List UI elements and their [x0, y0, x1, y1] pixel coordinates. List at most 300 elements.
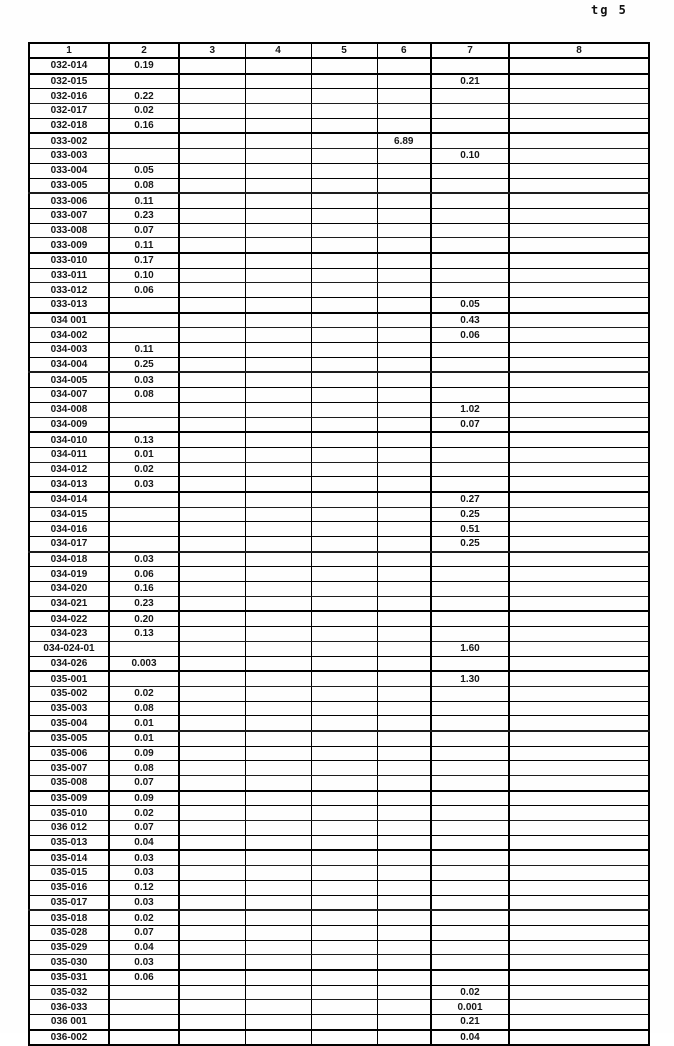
- value-cell: [245, 671, 311, 686]
- value-cell: [179, 447, 245, 462]
- value-cell: [109, 537, 179, 552]
- value-cell: [311, 1030, 377, 1046]
- value-cell: [245, 940, 311, 955]
- value-cell: [109, 671, 179, 686]
- table-row: [29, 791, 649, 806]
- table-row: [29, 522, 649, 537]
- value-cell: [431, 208, 509, 223]
- table-row: [29, 313, 649, 328]
- value-cell: [431, 223, 509, 238]
- value-cell: [311, 596, 377, 611]
- value-cell: [431, 716, 509, 731]
- table-row: [29, 372, 649, 387]
- table-row: [29, 970, 649, 985]
- value-cell: [509, 149, 649, 164]
- row-id-cell: 034-023: [29, 627, 109, 642]
- row-id-cell: 035-010: [29, 806, 109, 821]
- value-cell: [179, 686, 245, 701]
- value-cell: 0.17: [109, 253, 179, 268]
- value-cell: [377, 537, 431, 552]
- value-cell: [509, 208, 649, 223]
- value-cell: [377, 656, 431, 671]
- value-cell: [179, 492, 245, 507]
- table-row: [29, 940, 649, 955]
- row-id-cell: 032-018: [29, 118, 109, 133]
- table-row: [29, 596, 649, 611]
- value-cell: [377, 313, 431, 328]
- value-cell: 0.01: [109, 716, 179, 731]
- table-row: [29, 582, 649, 597]
- table-row: [29, 567, 649, 582]
- value-cell: [377, 447, 431, 462]
- value-cell: [245, 149, 311, 164]
- value-cell: [311, 357, 377, 372]
- value-cell: [377, 686, 431, 701]
- value-cell: [311, 163, 377, 178]
- value-cell: 0.23: [109, 596, 179, 611]
- table-row: [29, 552, 649, 567]
- value-cell: [179, 537, 245, 552]
- value-cell: [179, 462, 245, 477]
- value-cell: [311, 925, 377, 940]
- value-cell: [179, 372, 245, 387]
- value-cell: [245, 955, 311, 970]
- table-row: [29, 343, 649, 358]
- value-cell: [245, 328, 311, 343]
- table-row: [29, 74, 649, 89]
- row-id-cell: 035-008: [29, 776, 109, 791]
- row-id-cell: 034-022: [29, 611, 109, 626]
- value-cell: [179, 74, 245, 89]
- value-cell: [377, 850, 431, 865]
- value-cell: [179, 582, 245, 597]
- value-cell: 0.03: [109, 895, 179, 910]
- value-cell: [245, 611, 311, 626]
- value-cell: [377, 417, 431, 432]
- value-cell: [509, 866, 649, 881]
- value-cell: 0.04: [431, 1030, 509, 1046]
- value-cell: [509, 417, 649, 432]
- value-cell: [377, 627, 431, 642]
- value-cell: [311, 880, 377, 895]
- value-cell: [431, 567, 509, 582]
- value-cell: [245, 850, 311, 865]
- value-cell: [377, 357, 431, 372]
- value-cell: [179, 1030, 245, 1046]
- value-cell: [245, 74, 311, 89]
- value-cell: [179, 1000, 245, 1015]
- value-cell: [377, 1000, 431, 1015]
- value-cell: [245, 701, 311, 716]
- value-cell: 0.06: [109, 970, 179, 985]
- value-cell: [431, 791, 509, 806]
- value-cell: 0.25: [431, 537, 509, 552]
- row-id-cell: 034-009: [29, 417, 109, 432]
- value-cell: [179, 731, 245, 746]
- value-cell: [311, 641, 377, 656]
- value-cell: [179, 910, 245, 925]
- value-cell: [109, 522, 179, 537]
- row-id-cell: 034-015: [29, 507, 109, 522]
- value-cell: [245, 1030, 311, 1046]
- value-cell: [431, 866, 509, 881]
- value-cell: [179, 89, 245, 104]
- value-cell: [245, 821, 311, 836]
- value-cell: [245, 178, 311, 193]
- value-cell: [509, 776, 649, 791]
- value-cell: [109, 313, 179, 328]
- row-id-cell: 034-017: [29, 537, 109, 552]
- value-cell: 0.25: [431, 507, 509, 522]
- value-cell: [377, 716, 431, 731]
- row-id-cell: 034-007: [29, 388, 109, 403]
- row-id-cell: 034-018: [29, 552, 109, 567]
- table-row: [29, 850, 649, 865]
- value-cell: [509, 1000, 649, 1015]
- value-cell: 0.07: [109, 821, 179, 836]
- value-cell: 0.01: [109, 731, 179, 746]
- row-id-cell: 035-031: [29, 970, 109, 985]
- value-cell: 0.20: [109, 611, 179, 626]
- value-cell: [377, 895, 431, 910]
- value-cell: [509, 223, 649, 238]
- value-cell: [431, 58, 509, 74]
- value-cell: 1.60: [431, 641, 509, 656]
- value-cell: [377, 253, 431, 268]
- value-cell: [311, 313, 377, 328]
- header-row: [29, 43, 649, 58]
- value-cell: [179, 163, 245, 178]
- value-cell: [377, 328, 431, 343]
- value-cell: [245, 686, 311, 701]
- value-cell: [509, 985, 649, 1000]
- value-cell: [311, 731, 377, 746]
- value-cell: 0.11: [109, 343, 179, 358]
- table-row: [29, 133, 649, 148]
- value-cell: [509, 910, 649, 925]
- value-cell: [179, 955, 245, 970]
- table-row: [29, 955, 649, 970]
- table-row: [29, 627, 649, 642]
- value-cell: [431, 477, 509, 492]
- value-cell: [311, 507, 377, 522]
- value-cell: 6.89: [377, 133, 431, 148]
- table-row: [29, 477, 649, 492]
- table-row: [29, 1015, 649, 1030]
- value-cell: [311, 835, 377, 850]
- value-cell: [509, 178, 649, 193]
- value-cell: [245, 357, 311, 372]
- table-row: [29, 118, 649, 133]
- value-cell: [311, 761, 377, 776]
- value-cell: [109, 985, 179, 1000]
- value-cell: 0.03: [109, 477, 179, 492]
- value-cell: 0.02: [109, 462, 179, 477]
- value-cell: [431, 104, 509, 119]
- value-cell: [311, 522, 377, 537]
- value-cell: 0.05: [109, 163, 179, 178]
- value-cell: [179, 133, 245, 148]
- value-cell: [179, 417, 245, 432]
- value-cell: 0.02: [109, 686, 179, 701]
- table-row: [29, 716, 649, 731]
- value-cell: [377, 835, 431, 850]
- table-row: [29, 238, 649, 253]
- value-cell: [509, 746, 649, 761]
- table-row: [29, 746, 649, 761]
- value-cell: [509, 835, 649, 850]
- value-cell: [245, 193, 311, 208]
- value-cell: [431, 178, 509, 193]
- table-row: [29, 701, 649, 716]
- table-row: [29, 611, 649, 626]
- table-row: [29, 880, 649, 895]
- value-cell: [377, 492, 431, 507]
- value-cell: [509, 74, 649, 89]
- table-row: [29, 298, 649, 313]
- value-cell: 0.12: [109, 880, 179, 895]
- value-cell: [245, 641, 311, 656]
- value-cell: [509, 492, 649, 507]
- value-cell: 0.22: [109, 89, 179, 104]
- table-row: [29, 208, 649, 223]
- value-cell: [179, 552, 245, 567]
- row-id-cell: 033-012: [29, 283, 109, 298]
- value-cell: 0.03: [109, 552, 179, 567]
- table-row: [29, 163, 649, 178]
- value-cell: [179, 671, 245, 686]
- value-cell: [509, 955, 649, 970]
- value-cell: [245, 417, 311, 432]
- value-cell: [377, 268, 431, 283]
- table-row: [29, 432, 649, 447]
- table-row: [29, 671, 649, 686]
- value-cell: [245, 656, 311, 671]
- value-cell: [509, 253, 649, 268]
- row-id-cell: 035-007: [29, 761, 109, 776]
- row-id-cell: 035-004: [29, 716, 109, 731]
- value-cell: 0.03: [109, 866, 179, 881]
- value-cell: 0.07: [109, 776, 179, 791]
- value-cell: [245, 283, 311, 298]
- value-cell: [377, 985, 431, 1000]
- value-cell: [311, 178, 377, 193]
- value-cell: [509, 701, 649, 716]
- value-cell: [431, 955, 509, 970]
- table-header: [29, 43, 649, 58]
- table-row: [29, 537, 649, 552]
- value-cell: [245, 806, 311, 821]
- table-row: [29, 402, 649, 417]
- value-cell: [431, 656, 509, 671]
- value-cell: [311, 806, 377, 821]
- table-row: [29, 89, 649, 104]
- value-cell: [109, 1015, 179, 1030]
- value-cell: [245, 776, 311, 791]
- value-cell: 0.19: [109, 58, 179, 74]
- value-cell: [179, 283, 245, 298]
- value-cell: 0.27: [431, 492, 509, 507]
- value-cell: [311, 118, 377, 133]
- table-row: [29, 492, 649, 507]
- table-row: [29, 641, 649, 656]
- value-cell: [431, 268, 509, 283]
- table-row: [29, 835, 649, 850]
- row-id-cell: 035-001: [29, 671, 109, 686]
- value-cell: [431, 746, 509, 761]
- table-row: [29, 925, 649, 940]
- value-cell: [311, 89, 377, 104]
- value-cell: [377, 731, 431, 746]
- value-cell: [179, 746, 245, 761]
- value-cell: [311, 701, 377, 716]
- value-cell: [311, 74, 377, 89]
- value-cell: [245, 447, 311, 462]
- row-id-cell: 035-032: [29, 985, 109, 1000]
- row-id-cell: 035-016: [29, 880, 109, 895]
- row-id-cell: 033-007: [29, 208, 109, 223]
- value-cell: 0.02: [109, 910, 179, 925]
- value-cell: [245, 492, 311, 507]
- value-cell: [509, 552, 649, 567]
- row-id-cell: 034-002: [29, 328, 109, 343]
- row-id-cell: 034-003: [29, 343, 109, 358]
- value-cell: 0.03: [109, 372, 179, 387]
- row-id-cell: 033-008: [29, 223, 109, 238]
- value-cell: [377, 866, 431, 881]
- value-cell: [179, 641, 245, 656]
- row-id-cell: 032-016: [29, 89, 109, 104]
- table-body: [29, 58, 649, 1045]
- value-cell: [245, 507, 311, 522]
- value-cell: [431, 910, 509, 925]
- value-cell: [509, 627, 649, 642]
- value-cell: [377, 701, 431, 716]
- value-cell: [509, 238, 649, 253]
- table-row: [29, 656, 649, 671]
- value-cell: [377, 671, 431, 686]
- value-cell: [377, 208, 431, 223]
- value-cell: [179, 238, 245, 253]
- value-cell: [245, 985, 311, 1000]
- row-id-cell: 032-017: [29, 104, 109, 119]
- value-cell: [245, 791, 311, 806]
- value-cell: [377, 372, 431, 387]
- value-cell: [431, 447, 509, 462]
- row-id-cell: 035-029: [29, 940, 109, 955]
- value-cell: [245, 163, 311, 178]
- value-cell: [179, 716, 245, 731]
- table-row: [29, 447, 649, 462]
- value-cell: [109, 133, 179, 148]
- value-cell: [509, 522, 649, 537]
- value-cell: [509, 537, 649, 552]
- value-cell: [311, 193, 377, 208]
- value-cell: [377, 477, 431, 492]
- value-cell: 0.08: [109, 388, 179, 403]
- value-cell: [377, 193, 431, 208]
- value-cell: [245, 89, 311, 104]
- value-cell: [509, 372, 649, 387]
- table-row: [29, 417, 649, 432]
- row-id-cell: 034-014: [29, 492, 109, 507]
- value-cell: 0.07: [431, 417, 509, 432]
- value-cell: [109, 417, 179, 432]
- value-cell: [377, 582, 431, 597]
- value-cell: 0.06: [109, 283, 179, 298]
- value-cell: [179, 596, 245, 611]
- value-cell: [377, 880, 431, 895]
- row-id-cell: 032-014: [29, 58, 109, 74]
- value-cell: [509, 163, 649, 178]
- value-cell: [311, 238, 377, 253]
- value-cell: [377, 955, 431, 970]
- value-cell: [431, 89, 509, 104]
- value-cell: [377, 1015, 431, 1030]
- value-cell: 1.02: [431, 402, 509, 417]
- value-cell: [311, 58, 377, 74]
- table-row: [29, 910, 649, 925]
- value-cell: 0.11: [109, 238, 179, 253]
- value-cell: [245, 582, 311, 597]
- value-cell: [245, 133, 311, 148]
- value-cell: [179, 611, 245, 626]
- value-cell: 0.10: [109, 268, 179, 283]
- value-cell: [509, 462, 649, 477]
- value-cell: [431, 821, 509, 836]
- value-cell: [377, 806, 431, 821]
- value-cell: [377, 641, 431, 656]
- value-cell: 0.07: [109, 223, 179, 238]
- value-cell: [245, 567, 311, 582]
- table-row: [29, 178, 649, 193]
- value-cell: [311, 627, 377, 642]
- value-cell: [509, 940, 649, 955]
- row-id-cell: 034-010: [29, 432, 109, 447]
- value-cell: [509, 671, 649, 686]
- value-cell: [245, 596, 311, 611]
- value-cell: [109, 641, 179, 656]
- value-cell: [377, 89, 431, 104]
- value-cell: [431, 372, 509, 387]
- value-cell: [431, 776, 509, 791]
- row-id-cell: 035-015: [29, 866, 109, 881]
- value-cell: [245, 880, 311, 895]
- value-cell: [245, 552, 311, 567]
- value-cell: [431, 925, 509, 940]
- row-id-cell: 035-014: [29, 850, 109, 865]
- value-cell: [109, 298, 179, 313]
- value-cell: [431, 238, 509, 253]
- value-cell: [509, 313, 649, 328]
- value-cell: [377, 761, 431, 776]
- row-id-cell: 034-005: [29, 372, 109, 387]
- value-cell: 0.03: [109, 850, 179, 865]
- value-cell: [245, 537, 311, 552]
- value-cell: [245, 313, 311, 328]
- row-id-cell: 034-024-01: [29, 641, 109, 656]
- value-cell: [109, 492, 179, 507]
- value-cell: [377, 238, 431, 253]
- table-row: [29, 731, 649, 746]
- value-cell: [311, 462, 377, 477]
- value-cell: [431, 895, 509, 910]
- value-cell: [431, 462, 509, 477]
- value-cell: [179, 432, 245, 447]
- table-row: [29, 776, 649, 791]
- value-cell: [245, 388, 311, 403]
- value-cell: [311, 1000, 377, 1015]
